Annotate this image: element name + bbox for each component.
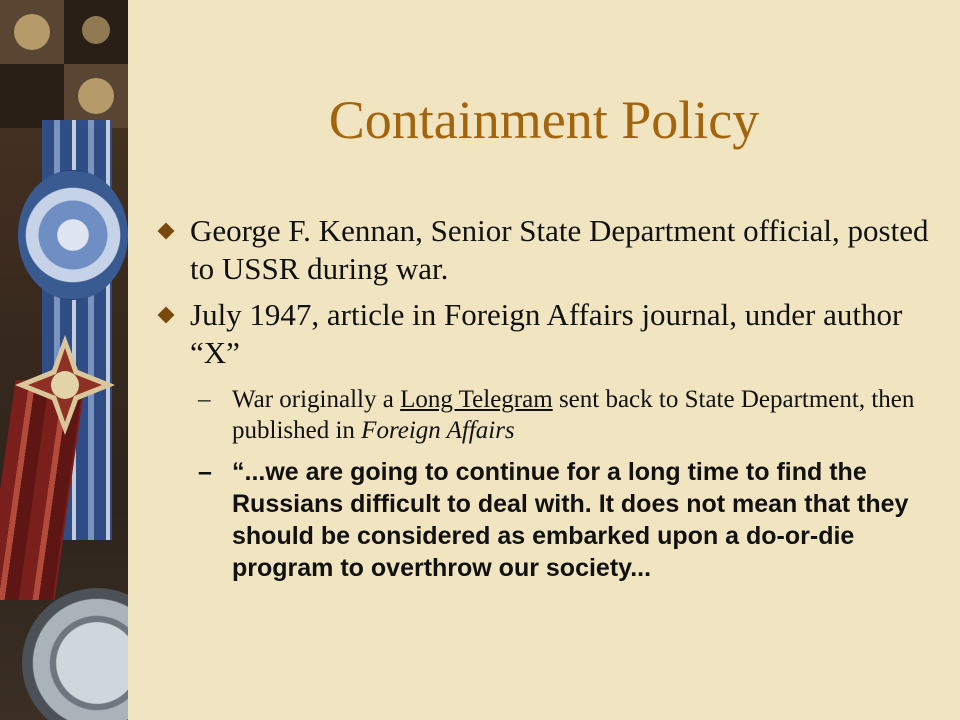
- quote-text: “...we are going to continue for a long time to find the Russians difficult to deal with. It does not mean that they should be considered as embarked upon a do-or-die program to overthrow our society...: [232, 458, 909, 582]
- bullet-item: [160, 212, 950, 288]
- slide-content: [160, 212, 950, 584]
- medal-cross-icon: [10, 330, 120, 440]
- sub-item-text: War originally a: [232, 386, 401, 413]
- bullet-text: July 1947, article in Foreign Affairs journal, under author “X”: [190, 297, 903, 370]
- decorative-photo-strip: [0, 0, 128, 720]
- sub-item: [190, 384, 950, 446]
- bullet-item: [160, 296, 950, 372]
- slide-title: Containment Policy: [328, 90, 760, 150]
- dash-marker: –: [198, 386, 211, 413]
- foreign-affairs-text: Foreign Affairs: [361, 417, 515, 444]
- bullet-text: George F. Kennan, Senior State Department official, posted to USSR during war.: [190, 213, 929, 286]
- quote-item: [190, 456, 950, 584]
- sub-item-text: sent back to State Department, then published in: [232, 386, 915, 444]
- rosette: [18, 170, 128, 300]
- long-telegram-link[interactable]: Long Telegram: [400, 386, 553, 413]
- diamond-bullet-icon: [158, 223, 175, 240]
- dash-marker: –: [198, 458, 212, 486]
- diamond-bullet-icon: [158, 307, 175, 324]
